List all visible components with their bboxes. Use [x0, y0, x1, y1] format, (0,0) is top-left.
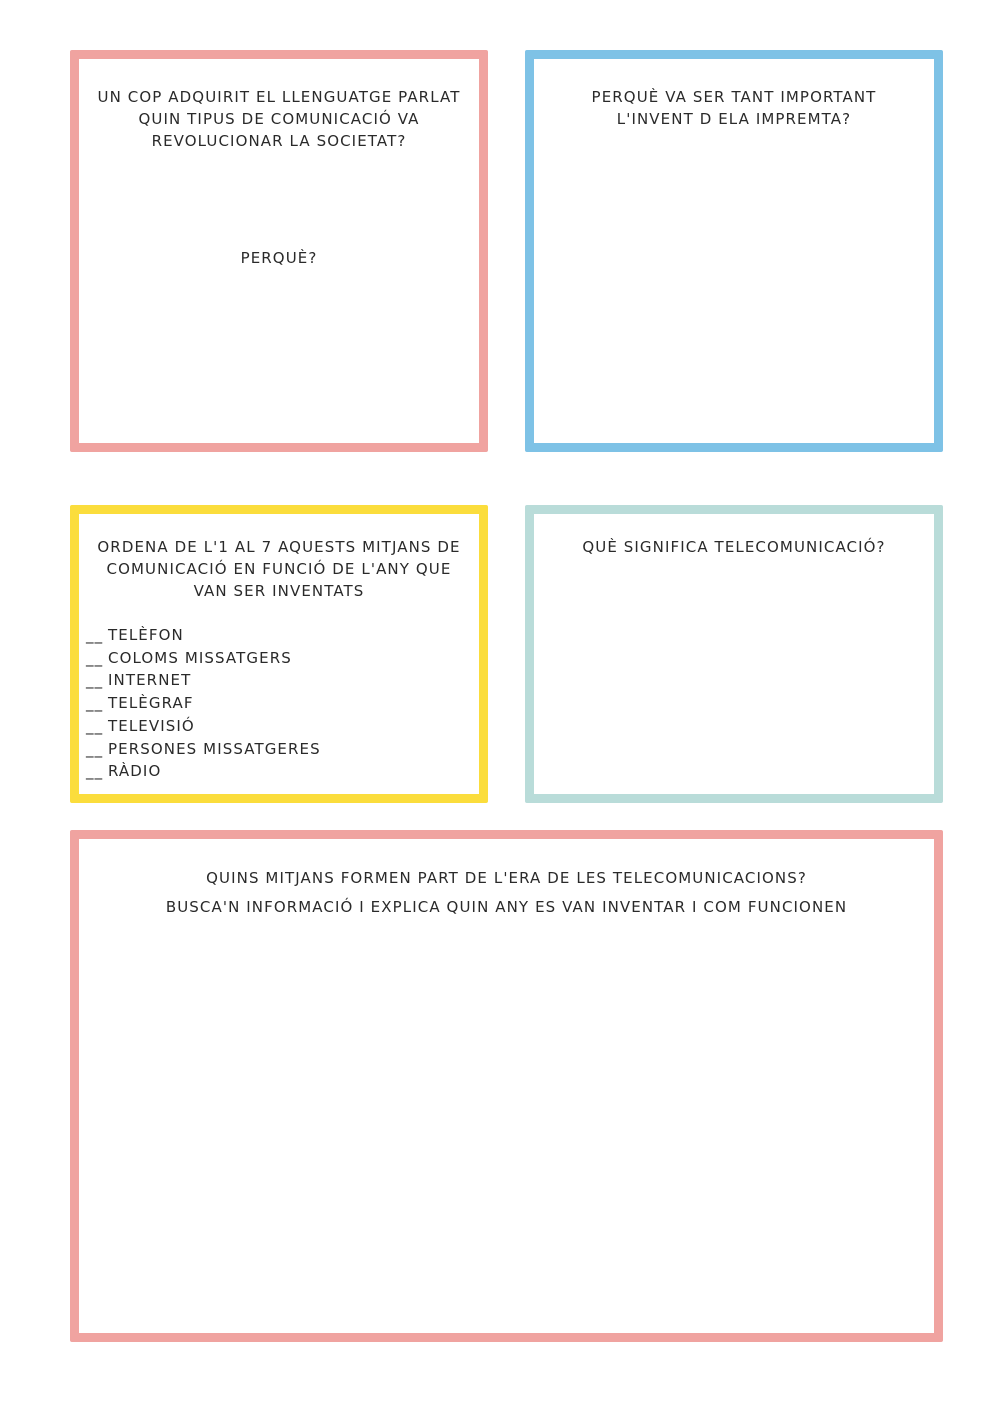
order-blank[interactable]: __ — [86, 648, 104, 667]
followup-question: PERQUÈ? — [240, 249, 318, 267]
question-line: BUSCA'N INFORMACIÓ I EXPLICA QUIN ANY ES VAN INVENTAR I COM FUNCIONEN — [165, 898, 848, 916]
order-blank[interactable]: __ — [86, 739, 104, 758]
list-item — [86, 692, 321, 715]
order-blank[interactable]: __ — [86, 716, 104, 735]
order-blank[interactable]: __ — [86, 626, 104, 644]
question-line: PERQUÈ VA SER TANT IMPORTANT — [591, 88, 877, 106]
answer-area[interactable] — [79, 929, 934, 1333]
item-label: PERSONES MISSATGERES — [108, 739, 321, 758]
order-blank[interactable]: __ — [86, 694, 104, 713]
item-label: RÀDIO — [108, 762, 162, 781]
answer-area[interactable] — [79, 289, 479, 443]
question-line: QUINS MITJANS FORMEN PART DE L'ERA DE LES TELECOMUNICACIONS? — [206, 869, 807, 887]
item-label: INTERNET — [108, 671, 192, 690]
question-line: QUIN TIPUS DE COMUNICACIÓ VA — [138, 110, 420, 128]
list-item — [86, 624, 321, 647]
card-order-media — [70, 505, 488, 803]
question-line: REVOLUCIONAR LA SOCIETAT? — [151, 132, 407, 150]
question-line: COMUNICACIÓ EN FUNCIÓ DE L'ANY QUE — [106, 560, 452, 578]
card-printing-press — [525, 50, 943, 452]
answer-area[interactable] — [534, 139, 934, 443]
item-label: TELÈFON — [108, 626, 184, 644]
item-label: TELÈGRAF — [108, 694, 194, 713]
question-line: L'INVENT D ELA IMPREMTA? — [616, 110, 852, 128]
item-label: TELEVISIÓ — [108, 716, 195, 735]
list-item — [86, 715, 321, 738]
question-line: VAN SER INVENTATS — [193, 582, 365, 600]
answer-area[interactable] — [534, 574, 934, 794]
card-spoken-language — [70, 50, 488, 452]
card-telecommunication-meaning — [525, 505, 943, 803]
card-telecom-era — [70, 830, 943, 1342]
list-item — [86, 669, 321, 692]
order-blank[interactable]: __ — [86, 762, 104, 781]
question-line: ORDENA DE L'1 AL 7 AQUESTS MITJANS DE — [97, 538, 461, 556]
list-item — [86, 760, 321, 783]
list-item — [86, 738, 321, 761]
item-label: COLOMS MISSATGERS — [108, 648, 292, 667]
question-line: UN COP ADQUIRIT EL LLENGUATGE PARLAT — [97, 88, 461, 106]
media-list — [86, 624, 321, 783]
list-item — [86, 647, 321, 670]
order-blank[interactable]: __ — [86, 671, 104, 690]
question-line: QUÈ SIGNIFICA TELECOMUNICACIÓ? — [582, 538, 886, 556]
